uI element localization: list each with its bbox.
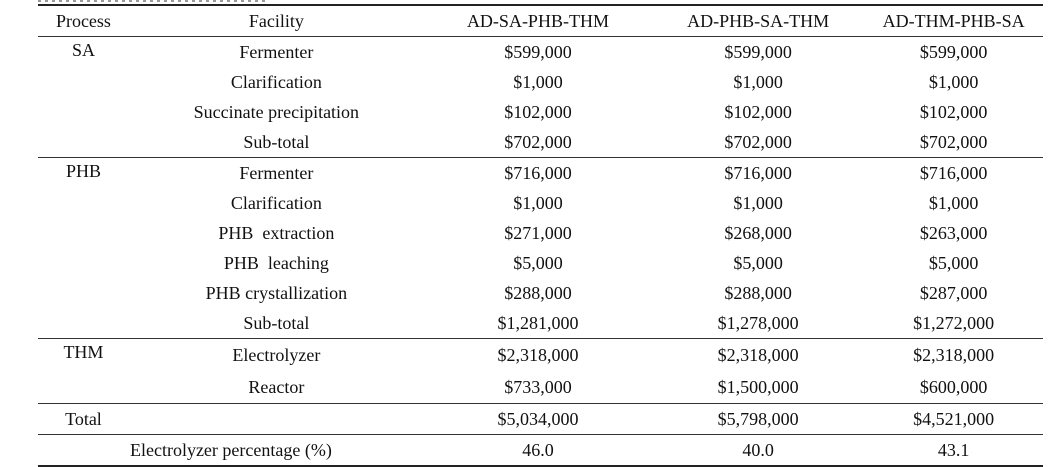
facility-cell: Electrolyzer (129, 339, 424, 372)
value-cell: $1,000 (733, 192, 783, 213)
value-cell: $5,000 (733, 252, 783, 273)
value-cell: $1,000 (513, 71, 563, 92)
value-cell: $733,000 (504, 376, 572, 397)
facility-cell: Clarification (230, 192, 322, 213)
value-cell: $2,318,000 (424, 339, 652, 372)
value-cell: $5,000 (928, 252, 979, 273)
value-cell: $5,000 (513, 252, 563, 273)
total-row (38, 404, 1043, 435)
value-cell: $288,000 (724, 282, 792, 303)
value-cell: $5,798,000 (652, 404, 864, 435)
value-cell: $268,000 (724, 222, 792, 243)
value-cell: $1,000 (513, 192, 563, 213)
subtotal-row (38, 127, 1043, 158)
facility-cell: Reactor (248, 376, 305, 397)
value-cell: $716,000 (652, 158, 864, 189)
value-cell: $1,281,000 (497, 312, 579, 333)
facility-cell: PHB crystallization (205, 282, 348, 303)
header-scenario-3: AD-THM-PHB-SA (864, 6, 1043, 37)
process-label-thm: THM (38, 339, 129, 404)
table-row (38, 248, 1043, 278)
value-cell: $702,000 (724, 131, 792, 152)
facility-cell: Fermenter (129, 158, 424, 189)
value-cell: 46.0 (424, 435, 652, 467)
cropped-caption-fragment (38, 0, 268, 2)
value-cell: $1,000 (733, 71, 783, 92)
value-cell: 40.0 (652, 435, 864, 467)
value-cell: $1,272,000 (913, 312, 995, 333)
table-row (38, 67, 1043, 97)
header-process: Process (38, 6, 129, 37)
facility-cell: Clarification (230, 71, 322, 92)
value-cell: $599,000 (919, 41, 988, 62)
table-row (38, 37, 1043, 68)
value-cell: $716,000 (864, 158, 1043, 189)
facility-cell: Sub-total (243, 312, 310, 333)
value-cell: $5,034,000 (424, 404, 652, 435)
table-row (38, 97, 1043, 127)
value-cell: $102,000 (504, 101, 572, 122)
percentage-row (38, 435, 1043, 467)
table-row (38, 339, 1043, 372)
process-label-phb: PHB (38, 158, 129, 339)
total-label: Total (38, 404, 129, 435)
value-cell: 43.1 (864, 435, 1043, 467)
header-row (38, 6, 1043, 37)
value-cell: $287,000 (919, 282, 988, 303)
process-label-sa: SA (71, 40, 95, 60)
value-cell: $600,000 (919, 376, 988, 397)
header-scenario-1: AD-SA-PHB-THM (424, 6, 652, 37)
value-cell: $702,000 (504, 131, 572, 152)
table-row (38, 188, 1043, 218)
facility-cell: PHB leaching (223, 252, 329, 273)
value-cell: $716,000 (424, 158, 652, 189)
value-cell: $263,000 (919, 222, 988, 243)
value-cell: $271,000 (504, 222, 572, 243)
table-row (38, 371, 1043, 404)
header-facility: Facility (129, 6, 424, 37)
percentage-label: Electrolyzer percentage (%) (38, 435, 424, 467)
facility-cell: Succinate precipitation (193, 101, 360, 122)
facility-cell: Fermenter (239, 41, 314, 62)
value-cell: $599,000 (724, 41, 792, 62)
value-cell: $1,278,000 (717, 312, 799, 333)
value-cell: $702,000 (919, 131, 988, 152)
table-row (38, 278, 1043, 308)
header-scenario-2: AD-PHB-SA-THM (652, 6, 864, 37)
value-cell: $2,318,000 (864, 339, 1043, 372)
cost-table (38, 6, 1043, 467)
value-cell: $599,000 (504, 41, 572, 62)
facility-cell: Sub-total (243, 131, 310, 152)
table-row (38, 158, 1043, 189)
value-cell: $1,500,000 (717, 376, 799, 397)
value-cell: $4,521,000 (864, 404, 1043, 435)
value-cell: $102,000 (724, 101, 792, 122)
value-cell: $2,318,000 (652, 339, 864, 372)
value-cell: $1,000 (928, 71, 979, 92)
table-row (38, 218, 1043, 248)
subtotal-row (38, 308, 1043, 339)
value-cell: $102,000 (919, 101, 988, 122)
facility-cell: PHB extraction (218, 222, 335, 243)
facility-cell-empty (129, 404, 424, 435)
value-cell: $1,000 (928, 192, 979, 213)
value-cell: $288,000 (504, 282, 572, 303)
